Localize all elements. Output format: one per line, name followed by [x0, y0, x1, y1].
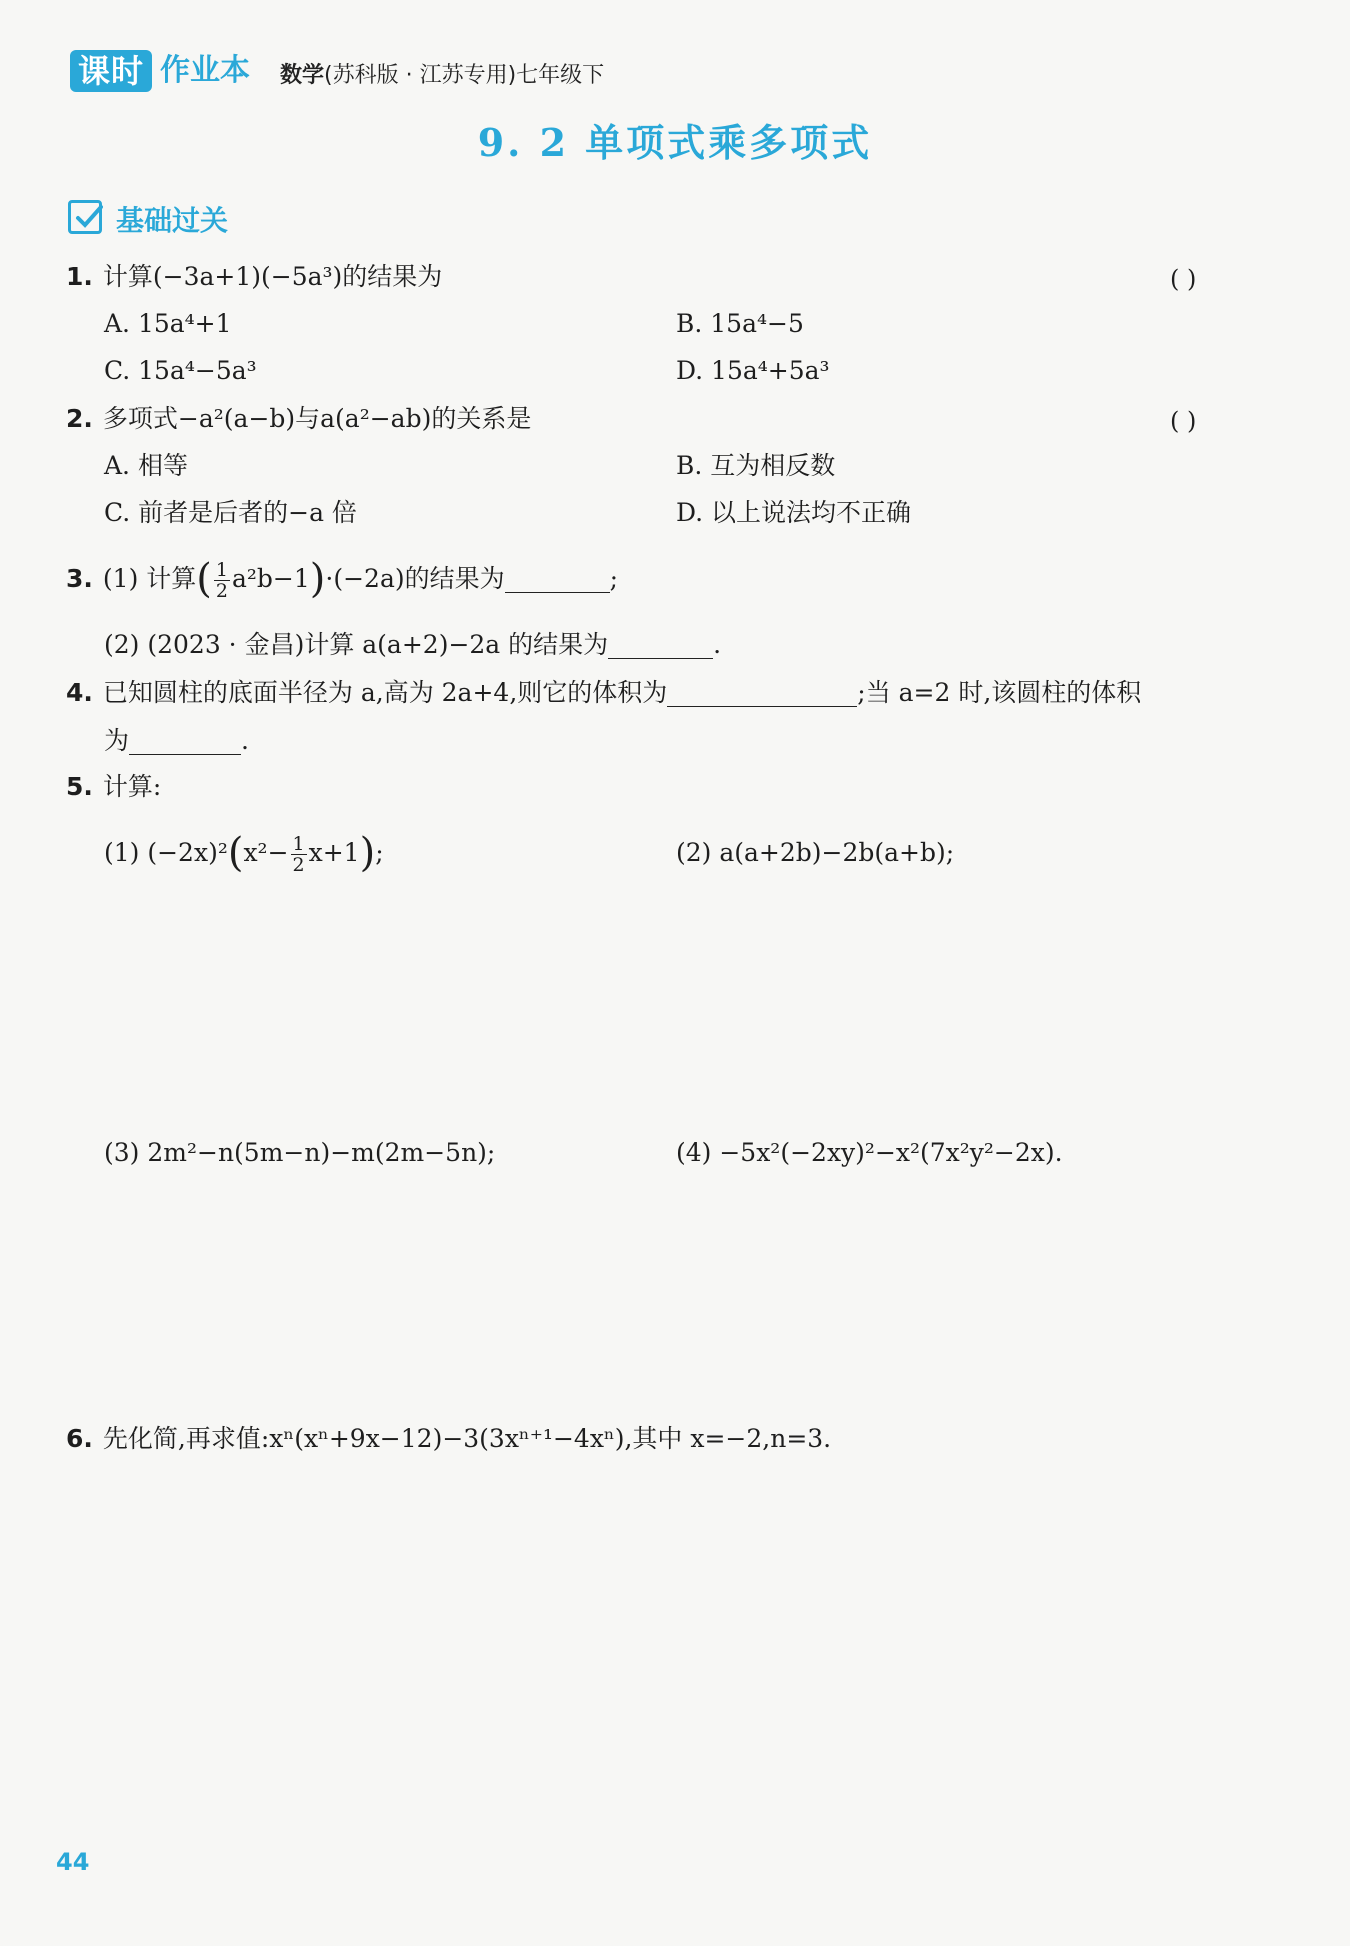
fraction: $\frac{1}{2}$ [292, 833, 305, 876]
question-5-part-3: (3) 2m²−n(5m−n)−m(2m−5n); [104, 1138, 496, 1167]
question-text: 计算(−3a+1)(−5a³)的结果为 [102, 262, 443, 291]
question-3-part-2: (2) (2023 · 金昌)计算 a(a+2)−2a 的结果为 . [104, 630, 722, 659]
question-number: 5. [66, 772, 93, 801]
question-5-part-1: (1) (−2x)²(x²− $\frac{1}{2}$ x+1); [104, 830, 384, 876]
part-label: (1) 计算 [102, 564, 197, 593]
option-d: D. 15a⁴+5a³ [676, 356, 830, 385]
question-text: ;当 a=2 时,该圆柱的体积 [857, 678, 1142, 707]
expression: x²− [243, 838, 289, 867]
option-c: C. 前者是后者的−a 倍 [104, 498, 357, 527]
question-text: 计算: [102, 772, 162, 801]
question-5-part-2: (2) a(a+2b)−2b(a+b); [676, 838, 955, 867]
question-number: 2. [66, 404, 93, 433]
answer-blank[interactable] [505, 566, 610, 593]
answer-parentheses: ( ) [1170, 407, 1197, 435]
question-6 [66, 1422, 831, 1456]
question-number: 3. [66, 564, 93, 593]
option-b: B. 互为相反数 [676, 451, 836, 480]
page-number: 44 [56, 1848, 90, 1876]
question-3-part-1: 3. (1) 计算( $\frac{1}{2}$ a²b−1)·(−2a)的结果为 ; [66, 556, 619, 602]
question-5 [66, 770, 161, 804]
brand-logo-text: 作业本 [160, 53, 250, 88]
question-text: 已知圆柱的底面半径为 a,高为 2a+4,则它的体积为 [102, 678, 668, 707]
book-subject [280, 58, 604, 89]
answer-blank[interactable] [129, 728, 241, 755]
question-4 [66, 676, 1141, 710]
question-5-part-4: (4) −5x²(−2xy)²−x²(7x²y²−2x). [676, 1138, 1063, 1167]
answer-blank[interactable] [608, 632, 713, 659]
question-text: 多项式−a²(a−b)与a(a²−ab)的关系是 [102, 404, 532, 433]
question-number: 6. [66, 1424, 93, 1453]
option-d: D. 以上说法均不正确 [676, 498, 912, 527]
question-text: (2) (2023 · 金昌)计算 a(a+2)−2a 的结果为 [104, 630, 609, 659]
question-number: 1. [66, 262, 93, 291]
subject-name: 数学 [280, 63, 325, 88]
page-title: 9. 2 单项式乘多项式 [477, 120, 873, 165]
checkbox-icon [68, 200, 102, 234]
edition-label: (苏科版 · 江苏专用)七年级下 [324, 63, 605, 88]
option-c: C. 15a⁴−5a³ [104, 356, 257, 385]
question-text: 先化简,再求值:xⁿ(xⁿ+9x−12)−3(3xⁿ⁺¹−4xⁿ),其中 x=−2,n=3. [102, 1424, 832, 1453]
option-a: A. 相等 [104, 451, 188, 480]
answer-parentheses: ( ) [1170, 265, 1197, 293]
fraction: $\frac{1}{2}$ [215, 559, 228, 602]
question-number: 4. [66, 678, 93, 707]
question-2 [66, 402, 531, 436]
question-1 [66, 260, 442, 294]
expression: ·(−2a)的结果为 [325, 564, 505, 593]
expression: a²b−1 [231, 564, 310, 593]
option-a: A. 15a⁴+1 [104, 309, 232, 338]
brand-logo-highlight: 课时 [70, 50, 152, 92]
option-b: B. 15a⁴−5 [676, 309, 804, 338]
section-heading: 基础过关 [116, 204, 229, 237]
answer-blank[interactable] [667, 680, 857, 707]
expression: (1) (−2x)² [104, 838, 228, 867]
question-4-line-2: 为 . [104, 726, 249, 755]
expression: x+1 [308, 838, 360, 867]
